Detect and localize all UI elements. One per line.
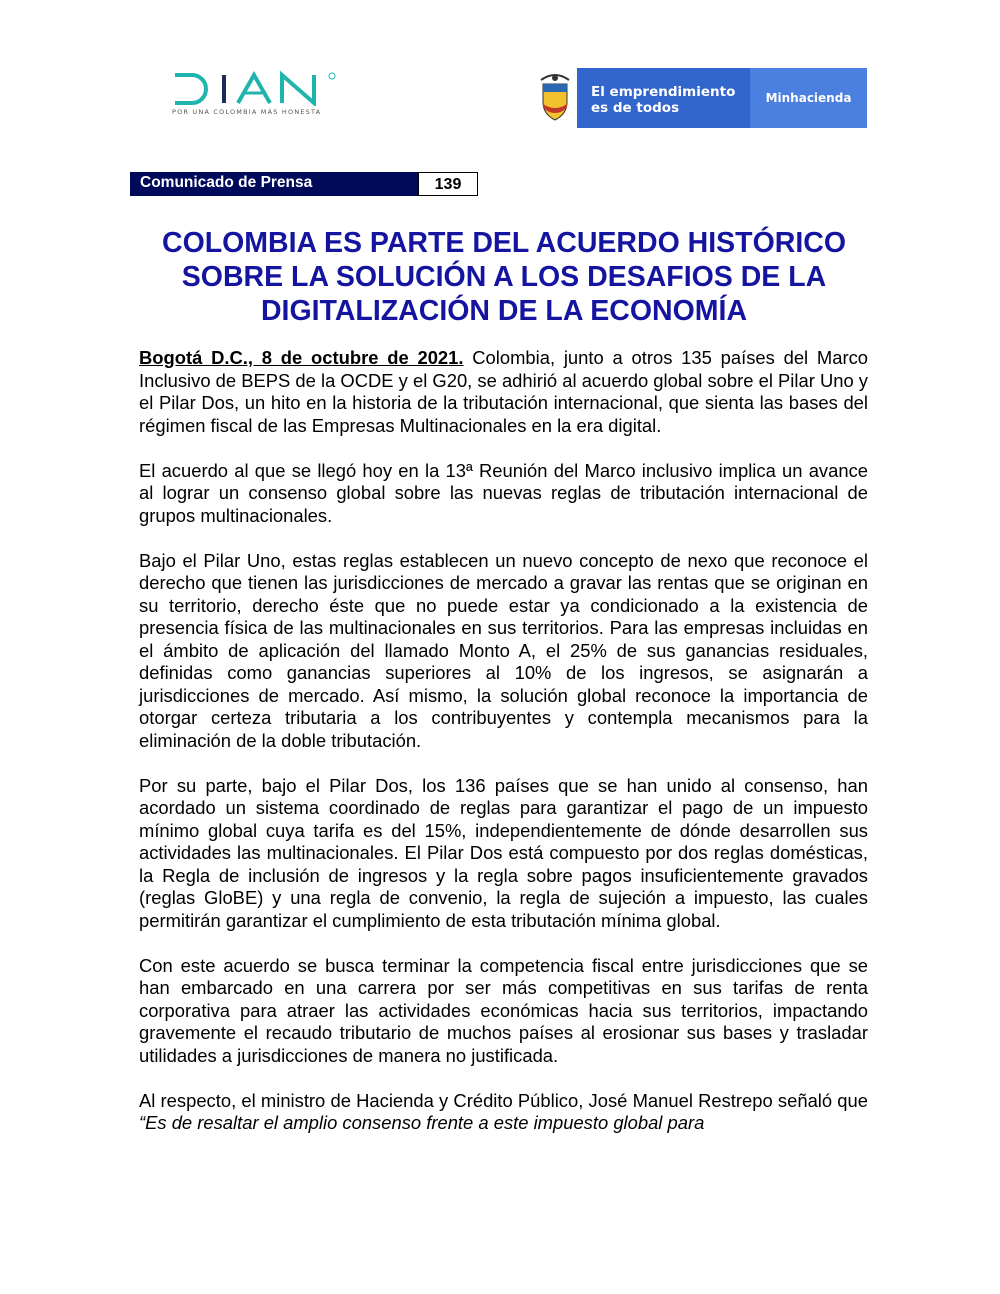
press-release-number: 139 (418, 172, 478, 196)
ministry-label: Minhacienda (750, 68, 867, 128)
paragraph-5: Con este acuerdo se busca terminar la competencia fiscal entre jurisdicciones que se han embarcado en una carrera por ser más competitivas en sus tarifas de renta corporativa para atraer las actividades económicas hacia sus territorios, impactando gravemente el recaudo tributario de muchos países al erosionar sus bases y trasladar utilidades a jurisdicciones de manera no justificada. (139, 954, 868, 1066)
dian-tagline: POR UNA COLOMBIA MÁS HONESTA (172, 108, 322, 116)
gov-slogan-line1: El emprendimiento (591, 84, 736, 100)
press-release-bar (130, 172, 478, 196)
paragraph-3: Bajo el Pilar Uno, estas reglas establecen un nuevo concepto de nexo que reconoce el derecho que tienen las jurisdicciones de mercado a gravar las rentas que se originan en su territorio, derecho éste que no puede estar ya condicionado a la existencia de presencia física de las multinacionales en sus territorios. Para las empresas incluidas en el ámbito de aplicación del llamado Monto A, el 25% de sus ganancias residuales, definidas como ganancias superiores al 10% de los ingresos, se asignarán a jurisdicciones de mercado. Así mismo, la solución global reconoce la importancia de otorgar certeza tributaria a los contribuyentes y contempla mecanismos para la eliminación de la doble tributación. (139, 549, 868, 751)
gov-banner (533, 68, 867, 128)
dian-logo (172, 70, 342, 120)
paragraph-2: El acuerdo al que se llegó hoy en la 13ª Reunión del Marco inclusivo implica un avance al lograr un consenso global sobre las nuevas reglas de tributación internacional de grupos multinacionales. (139, 459, 868, 526)
paragraph-1-text: Colombia, junto a otros 135 países del Marco Inclusivo de BEPS de la OCDE y el G20, se adhirió al acuerdo global sobre el Pilar Uno y el Pilar Dos, un hito en la historia de la tributación internacional, que sienta las bases del régimen fiscal de las Empresas Multinacionales en la era digital. (139, 347, 868, 436)
minister-quote: “Es de resaltar el amplio consenso frente a este impuesto global para (139, 1112, 705, 1133)
paragraph-1 (139, 347, 868, 437)
gov-slogan-line2: es de todos (591, 100, 680, 116)
paragraph-6-intro: Al respecto, el ministro de Hacienda y Crédito Público, José Manuel Restrepo señaló que (139, 1089, 868, 1111)
dateline: Bogotá D.C., 8 de octubre de 2021. (139, 347, 464, 368)
article-body (139, 347, 868, 1157)
headline: COLOMBIA ES PARTE DEL ACUERDO HISTÓRICO SOBRE LA SOLUCIÓN A LOS DESAFIOS DE LA DIGITALIZACIÓN DE LA ECONOMÍA (161, 227, 847, 327)
coat-of-arms-icon (533, 68, 577, 128)
press-release-label: Comunicado de Prensa (130, 172, 418, 196)
dian-logo-mark (172, 70, 342, 106)
paragraph-6 (139, 1090, 868, 1135)
paragraph-4: Por su parte, bajo el Pilar Dos, los 136 países que se han unido al consenso, han acordado un sistema coordinado de reglas para garantizar el pago de un impuesto mínimo global cuya tarifa es del 15%, independientemente de dónde desarrollen sus actividades las multinacionales. El Pilar Dos está compuesto por dos reglas domésticas, la Regla de inclusión de ingresos y la regla sobre pagos insuficientemente gravados (reglas GloBE) y una regla de convenio, la regla de sujeción a impuesto, las cuales permitirán garantizar el cumplimiento de esta tributación mínima global. (139, 774, 868, 931)
